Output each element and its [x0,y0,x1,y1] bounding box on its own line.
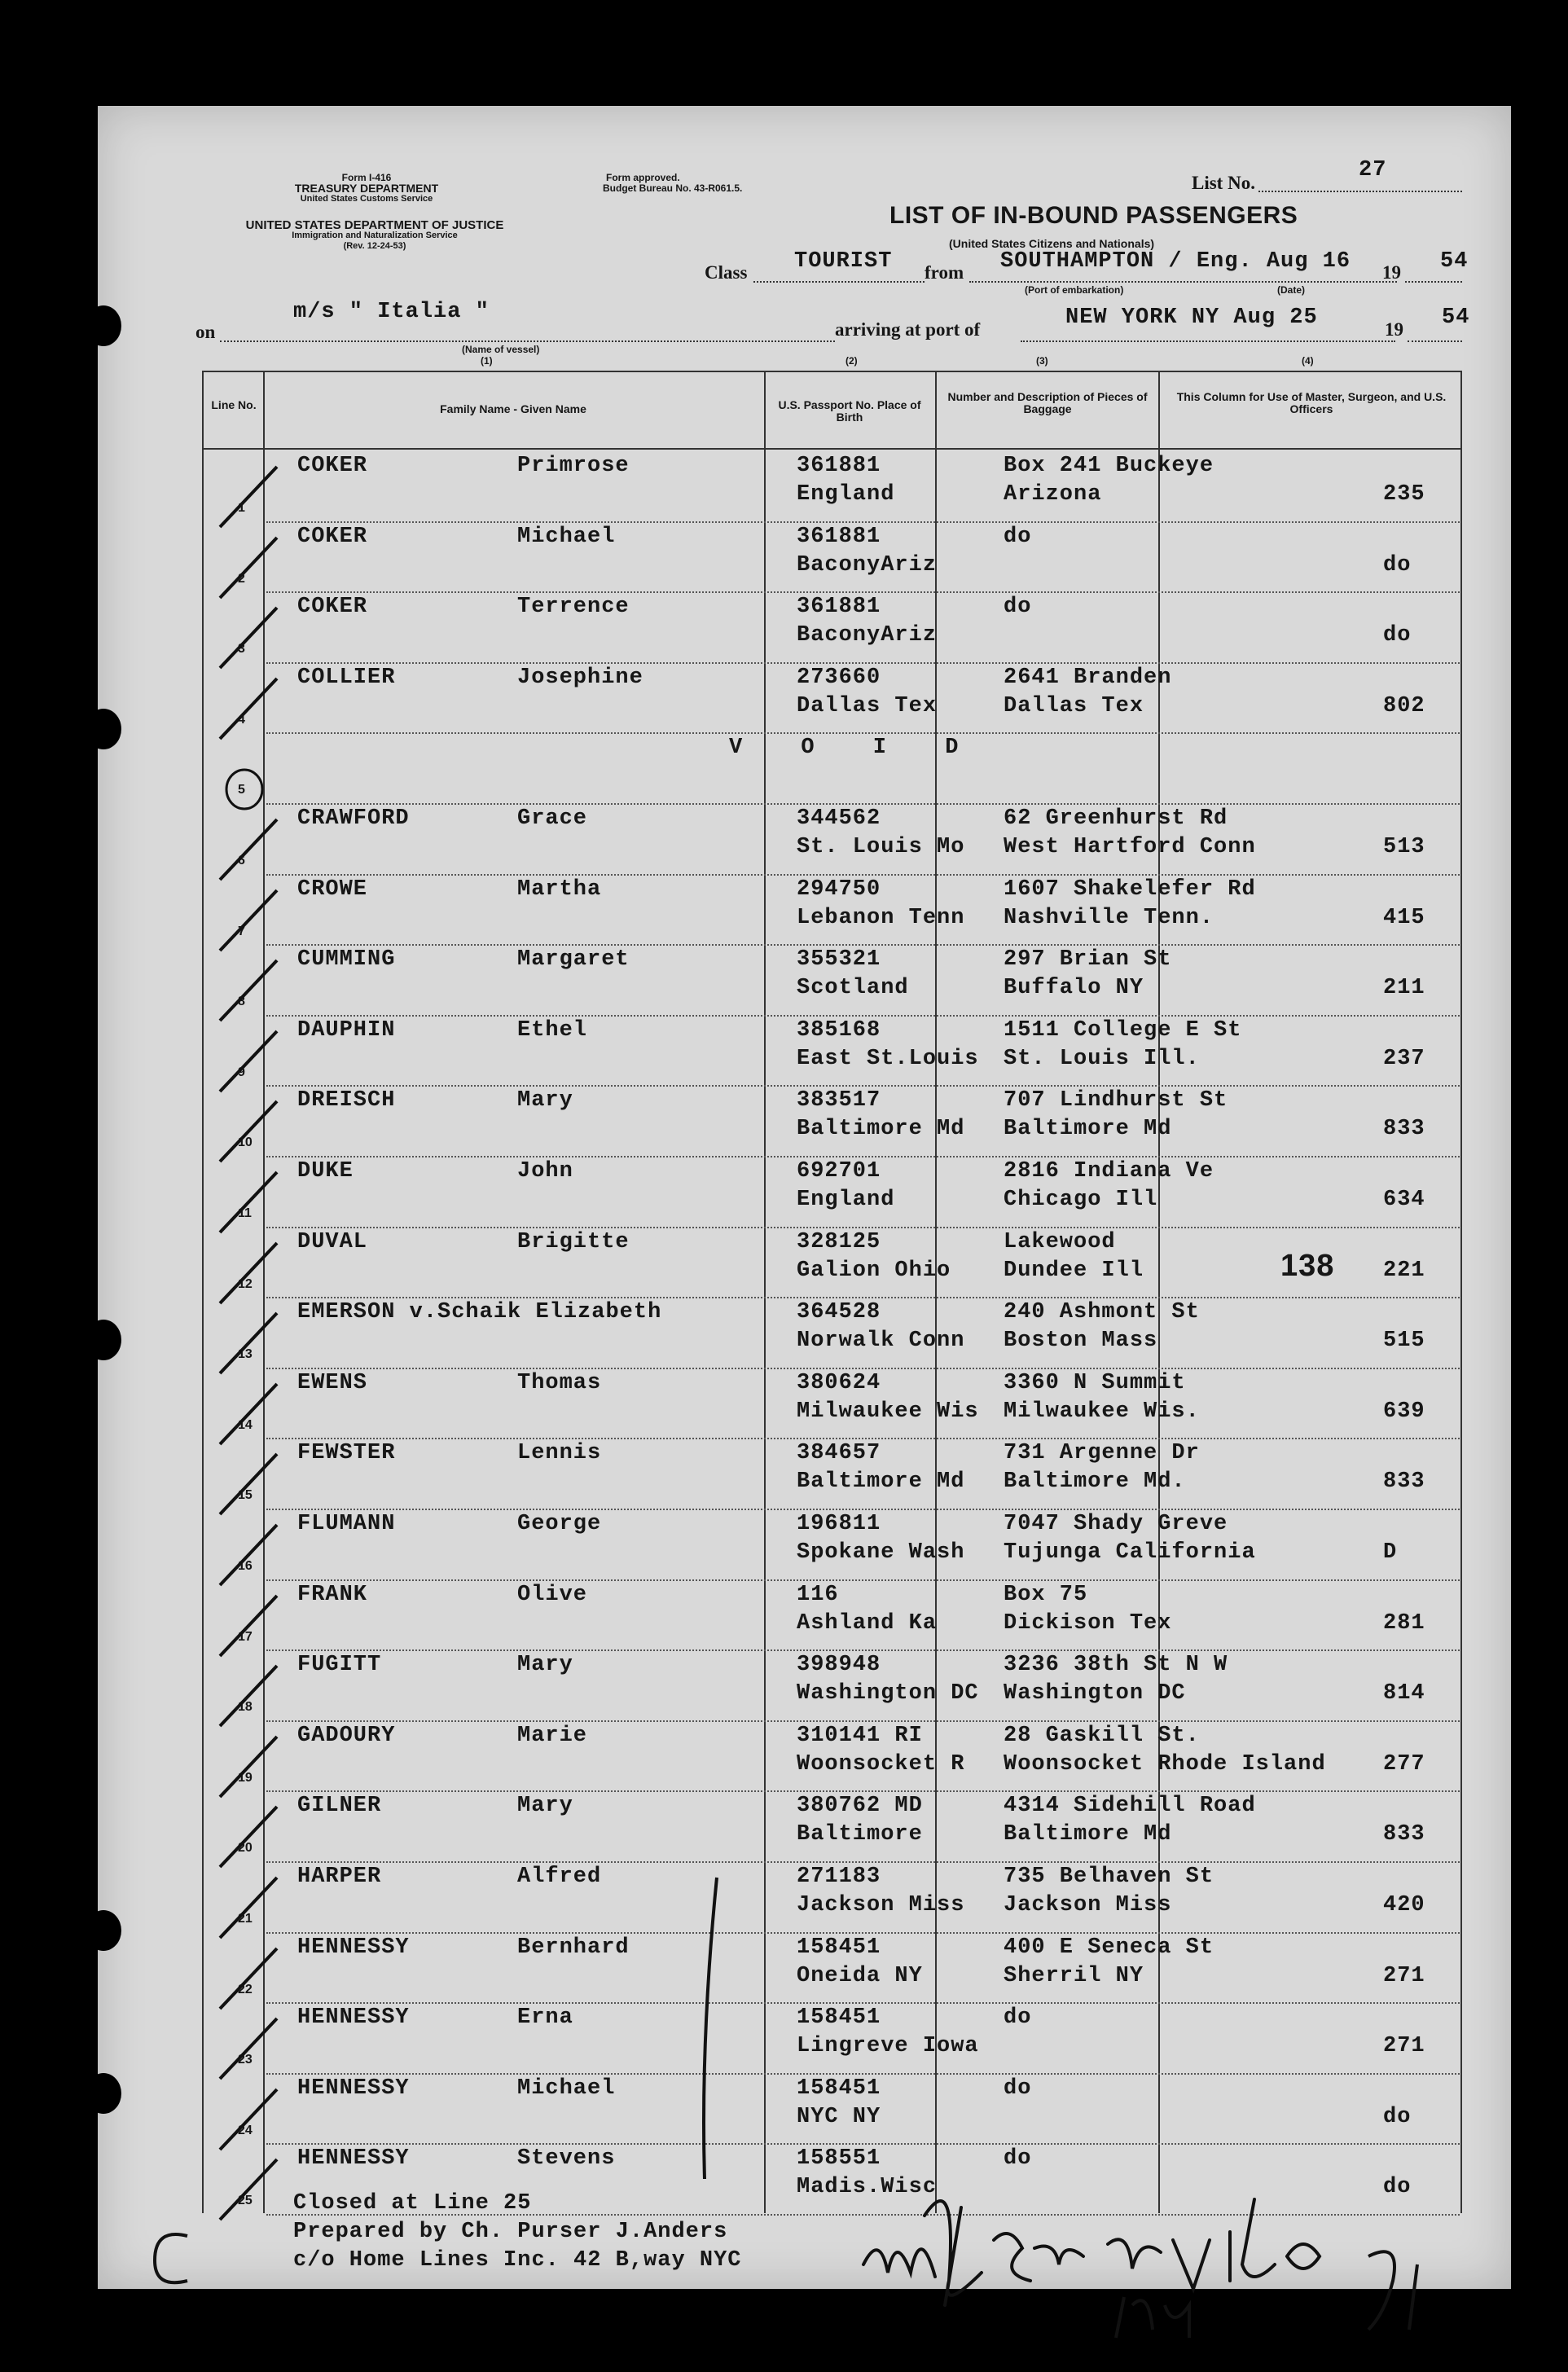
given-name: Mary [517,1088,573,1114]
officer-code: 277 [1383,1751,1425,1777]
table-row [0,1581,1462,1652]
table-row [0,1863,1462,1934]
officer-code: 515 [1383,1329,1425,1354]
passport-number: 271183 [797,1865,881,1889]
officer-code: 814 [1383,1681,1425,1707]
table-row [0,1439,1462,1510]
arriving-value: NEW YORK NY Aug 25 [1065,305,1318,330]
place-of-birth: England [797,482,895,507]
officer-code: 833 [1383,1117,1425,1142]
given-name: Mary [517,1653,573,1678]
table-row [0,876,1462,947]
vessel-caption: (Name of vessel) [462,344,540,355]
document-subtitle: (United States Citizens and Nationals) [949,237,1155,250]
table-row [0,1298,1462,1369]
address-line-2: Washington DC [1004,1681,1186,1707]
arriving-label: arriving at port of [835,319,981,340]
place-of-birth: Scotland [797,976,909,1001]
given-name: Erna [517,2005,573,2031]
officer-code: 415 [1383,905,1425,930]
passport-number: 158451 [797,1935,881,1960]
address-line-2: Buffalo NY [1004,976,1144,1001]
line-number: 20 [238,1841,253,1856]
line-number: 7 [238,924,245,938]
family-name: CROWE [297,876,368,902]
passport-number: 361881 [797,524,881,549]
given-name: Marie [517,1723,588,1748]
address-line-2: Milwaukee Wis. [1004,1399,1200,1424]
line-number: 18 [238,1700,253,1715]
passport-number: 116 [797,1582,839,1607]
table-row [0,946,1462,1017]
table-row [0,1792,1462,1863]
officer-code: do [1383,552,1412,578]
line-number: 5 [238,783,245,797]
officer-code: 271 [1383,1963,1425,1988]
family-name: HENNESSY [297,1935,410,1960]
table-row [0,1934,1462,2005]
officer-code: 271 [1383,2034,1425,2059]
line-number: 10 [238,1135,253,1150]
family-name: HENNESSY [297,2146,410,2172]
document-title: LIST OF IN-BOUND PASSENGERS [889,202,1298,229]
table-row [0,1510,1462,1581]
void-label: V O I D [729,736,982,761]
address-line-2: Baltimore Md. [1004,1469,1186,1495]
address-line-2: Dickison Tex [1004,1610,1172,1636]
table-row [0,1087,1462,1157]
address-line-1: 297 Brian St [1004,947,1172,973]
line-number: 1 [238,501,245,515]
prepared-by: Prepared by Ch. Purser J.Anders [293,2220,728,2244]
address-line-2: Boston Mass [1004,1329,1158,1354]
address-line-1: 7047 Shady Greve [1004,1512,1228,1536]
table-row [0,1369,1462,1440]
family-name: HENNESSY [297,2005,410,2031]
officer-code: 833 [1383,1469,1425,1495]
class-underline [753,281,925,283]
place-of-birth: Baltimore Md [797,1117,965,1142]
arriving-underline [1021,340,1395,342]
given-name: Lennis [517,1441,602,1466]
from-label: from [925,262,964,283]
officer-code: do [1383,2175,1412,2200]
passport-number: 158451 [797,2076,881,2101]
col-number-3: (3) [1036,355,1048,367]
place-of-birth: Oneida NY [797,1963,923,1988]
line-number: 19 [238,1770,253,1785]
place-of-birth: Ashland Ka [797,1610,938,1636]
address-line-1: 400 E Seneca St [1004,1935,1214,1960]
given-name: Margaret [517,947,630,973]
address-line-1: 2816 Indiana Ve [1004,1159,1214,1184]
place-of-birth: Lingreve Iowa [797,2034,979,2059]
given-name: Primrose [517,454,630,478]
passport-number: 310141 RI [797,1723,923,1748]
line-number: 25 [238,2194,253,2208]
line-number: 17 [238,1629,253,1644]
family-name: FEWSTER [297,1441,396,1466]
address-line-2: Baltimore Md [1004,1117,1172,1142]
address-line-1: 1511 College E St [1004,1017,1242,1043]
address-line-1: 2641 Branden [1004,665,1172,690]
place-of-birth: Madis.Wisc [797,2175,938,2200]
given-name: George [517,1512,602,1536]
header-line-no: Line No. [211,398,257,411]
passport-number: 692701 [797,1159,881,1184]
list-no-value: 27 [1359,158,1387,182]
address-line-1: 707 Lindhurst St [1004,1088,1228,1114]
address-line-1: do [1004,2076,1032,2101]
given-name: Mary [517,1794,573,1819]
address-line-1: 28 Gaskill St. [1004,1723,1200,1748]
officer-code: 281 [1383,1610,1425,1636]
address-line-1: do [1004,595,1032,620]
family-name: EWENS [297,1370,368,1395]
vessel-value: m/s " Italia " [293,300,490,324]
header-baggage: Number and Description of Pieces of Baggage [947,390,1148,415]
family-name: FUGITT [297,1653,382,1678]
handwritten-vertical-stroke [692,1873,725,2183]
table-row [0,1722,1462,1793]
given-name: Terrence [517,595,630,620]
line-number: 2 [238,571,245,586]
arriving-year-underline [1408,340,1462,342]
from-year-underline [1405,281,1462,283]
handwritten-note: 138 [1280,1248,1335,1283]
table-row [0,523,1462,594]
department-block: UNITED STATES DEPARTMENT OF JUSTICE Immigration and Naturalization Service (Rev. 12-24-53) [245,218,504,251]
place-of-birth: NYC NY [797,2104,881,2129]
family-name: COLLIER [297,665,396,690]
address-line-2: Arizona [1004,482,1102,507]
family-name: CUMMING [297,947,396,973]
given-name: Brigitte [517,1229,630,1254]
line-number: 11 [238,1206,252,1220]
place-of-birth: East St.Louis [797,1046,979,1071]
address-line-2: Dallas Tex [1004,693,1144,718]
line-number: 6 [238,854,245,868]
address-line-1: 62 Greenhurst Rd [1004,806,1228,831]
passport-number: 355321 [797,947,881,973]
address-line-1: 3360 N Summit [1004,1370,1186,1395]
passport-number: 361881 [797,595,881,620]
address-line-1: do [1004,2146,1032,2172]
closed-at-line: Closed at Line 25 [293,2191,532,2216]
given-name: Grace [517,806,588,831]
place-of-birth: Dallas Tex [797,693,938,718]
table-row [0,593,1462,664]
line-number: 21 [238,1912,253,1926]
family-name: COKER [297,524,368,549]
line-number: 14 [238,1417,253,1432]
place-of-birth: BaconyAriz [797,623,938,648]
given-name: Thomas [517,1370,602,1395]
header-passport: U.S. Passport No. Place of Birth [778,398,921,424]
table-header-bottom [202,448,1462,450]
family-name: DAUPHIN [297,1017,396,1043]
family-name: COKER [297,454,368,478]
passport-number: 273660 [797,665,881,690]
family-name: CRAWFORD [297,806,410,831]
given-name: Stevens [517,2146,616,2172]
date-caption: (Date) [1277,284,1306,296]
place-of-birth: Norwalk Conn [797,1329,965,1354]
address-line-1: 731 Argenne Dr [1004,1441,1200,1466]
col-number-4: (4) [1302,355,1314,367]
given-name: Ethel [517,1017,588,1043]
from-year-prefix: 19 [1382,262,1401,283]
table-row [0,1228,1462,1299]
passport-number: 196811 [797,1512,881,1536]
punch-hole [86,305,121,346]
col-number-2: (2) [845,355,858,367]
family-name: FRANK [297,1582,368,1607]
passport-number: 294750 [797,876,881,902]
line-number: 24 [238,2123,253,2137]
vessel-underline [220,340,835,342]
family-name: DREISCH [297,1088,396,1114]
passport-number: 158551 [797,2146,881,2172]
line-number: 8 [238,995,245,1009]
line-number: 15 [238,1488,253,1503]
family-name: COKER [297,595,368,620]
passport-number: 364528 [797,1300,881,1325]
arriving-year-prefix: 19 [1385,319,1403,340]
given-name: Alfred [517,1865,602,1889]
place-of-birth: Baltimore [797,1822,923,1847]
handwritten-c-mark [143,2224,200,2289]
place-of-birth: Galion Ohio [797,1258,951,1283]
given-name: Martha [517,876,602,902]
table-row [0,452,1462,523]
passport-number: 380624 [797,1370,881,1395]
given-name: Bernhard [517,1935,630,1960]
line-number: 13 [238,1347,253,1362]
given-name: Olive [517,1582,588,1607]
from-value: SOUTHAMPTON / Eng. Aug 16 [1000,249,1351,274]
header-name: Family Name - Given Name [440,402,586,415]
family-name: GADOURY [297,1723,396,1748]
family-name: HENNESSY [297,2076,410,2101]
place-of-birth: Lebanon Tenn [797,905,965,930]
place-of-birth: BaconyAriz [797,552,938,578]
address-line-2: Baltimore Md [1004,1822,1172,1847]
form-number-block: Form I-416 TREASURY DEPARTMENT United States Customs Service [294,172,439,204]
passport-number: 158451 [797,2005,881,2031]
list-no-label: List No. [1192,173,1255,193]
family-name: DUKE [297,1159,354,1184]
address-line-2: Sherril NY [1004,1963,1144,1988]
passport-number: 344562 [797,806,881,831]
officer-code: 634 [1383,1188,1425,1212]
officer-code: 235 [1383,482,1425,507]
list-no-underline [1258,191,1462,192]
from-underline [969,281,1397,283]
passport-number: 384657 [797,1441,881,1466]
officer-code: do [1383,623,1412,648]
address-line-1: 240 Ashmont St [1004,1300,1200,1325]
given-name: Michael [517,524,616,549]
address-line-1: 3236 38th St N W [1004,1653,1228,1678]
place-of-birth: Washington DC [797,1681,979,1707]
class-value: TOURIST [794,249,893,274]
officer-code: 833 [1383,1822,1425,1847]
officer-code: 802 [1383,693,1425,718]
company-address: c/o Home Lines Inc. 42 B,way NYC [293,2248,742,2273]
passport-number: 385168 [797,1017,881,1043]
table-row [0,664,1462,735]
table-row [0,1157,1462,1228]
line-number: 4 [238,712,245,727]
place-of-birth: Woonsocket R [797,1751,965,1777]
address-line-1: 4314 Sidehill Road [1004,1794,1256,1819]
officer-code: do [1383,2104,1412,2129]
officer-code: D [1383,1540,1398,1565]
address-line-2: West Hartford Conn [1004,835,1256,859]
given-name: Josephine [517,665,643,690]
on-label: on [195,322,216,342]
table-row [0,2075,1462,2146]
table-top-border [202,371,1462,372]
place-of-birth: Milwaukee Wis [797,1399,979,1424]
place-of-birth: Baltimore Md [797,1469,965,1495]
passport-number: 380762 MD [797,1794,923,1819]
address-line-2: St. Louis Ill. [1004,1046,1200,1071]
passport-number: 383517 [797,1088,881,1114]
place-of-birth: England [797,1188,895,1212]
handwritten-signature [847,2167,1466,2346]
officer-code: 221 [1383,1258,1425,1283]
passport-number: 361881 [797,454,881,478]
line-number: 22 [238,1982,253,1996]
family-name: EMERSON v.Schaik Elizabeth [297,1300,662,1325]
place-of-birth: St. Louis Mo [797,835,965,859]
passport-number: 398948 [797,1653,881,1678]
form-approved-block: Form approved. Budget Bureau No. 43-R061.5. [603,172,743,194]
arriving-year: 54 [1442,305,1470,330]
address-line-1: Box 241 Buckeye [1004,454,1214,478]
port-embarkation-caption: (Port of embarkation) [1025,284,1124,296]
line-number: 3 [238,642,245,657]
family-name: GILNER [297,1794,382,1819]
table-row [0,734,1462,805]
class-label: Class [705,262,748,283]
table-row [0,2004,1462,2075]
address-line-2: Woonsocket Rhode Island [1004,1751,1326,1777]
given-name: Michael [517,2076,616,2101]
officer-code: 237 [1383,1046,1425,1071]
table-row [0,805,1462,876]
header-officers: This Column for Use of Master, Surgeon, and U.S. Officers [1176,390,1447,415]
family-name: FLUMANN [297,1512,396,1536]
line-number: 12 [238,1276,253,1291]
table-row [0,1017,1462,1087]
place-of-birth: Jackson Miss [797,1893,965,1917]
address-line-2: Dundee Ill [1004,1258,1144,1283]
address-line-1: Lakewood [1004,1229,1116,1254]
family-name: DUVAL [297,1229,368,1254]
line-number: 9 [238,1065,245,1079]
address-line-2: Nashville Tenn. [1004,905,1214,930]
table-row [0,1651,1462,1722]
family-name: HARPER [297,1865,382,1889]
officer-code: 420 [1383,1893,1425,1917]
address-line-1: Box 75 [1004,1582,1088,1607]
passport-number: 328125 [797,1229,881,1254]
address-line-2: Tujunga California [1004,1540,1256,1565]
officer-code: 513 [1383,835,1425,859]
address-line-2: Jackson Miss [1004,1893,1172,1917]
address-line-1: 735 Belhaven St [1004,1865,1214,1889]
officer-code: 639 [1383,1399,1425,1424]
address-line-1: do [1004,2005,1032,2031]
place-of-birth: Spokane Wash [797,1540,965,1565]
line-number: 23 [238,2053,253,2067]
address-line-2: Chicago Ill [1004,1188,1158,1212]
address-line-1: do [1004,524,1032,549]
line-number: 16 [238,1559,253,1573]
given-name: John [517,1159,573,1184]
from-year: 54 [1440,249,1469,274]
col-number-1: (1) [481,355,493,367]
address-line-1: 1607 Shakelefer Rd [1004,876,1256,902]
officer-code: 211 [1383,976,1425,1001]
